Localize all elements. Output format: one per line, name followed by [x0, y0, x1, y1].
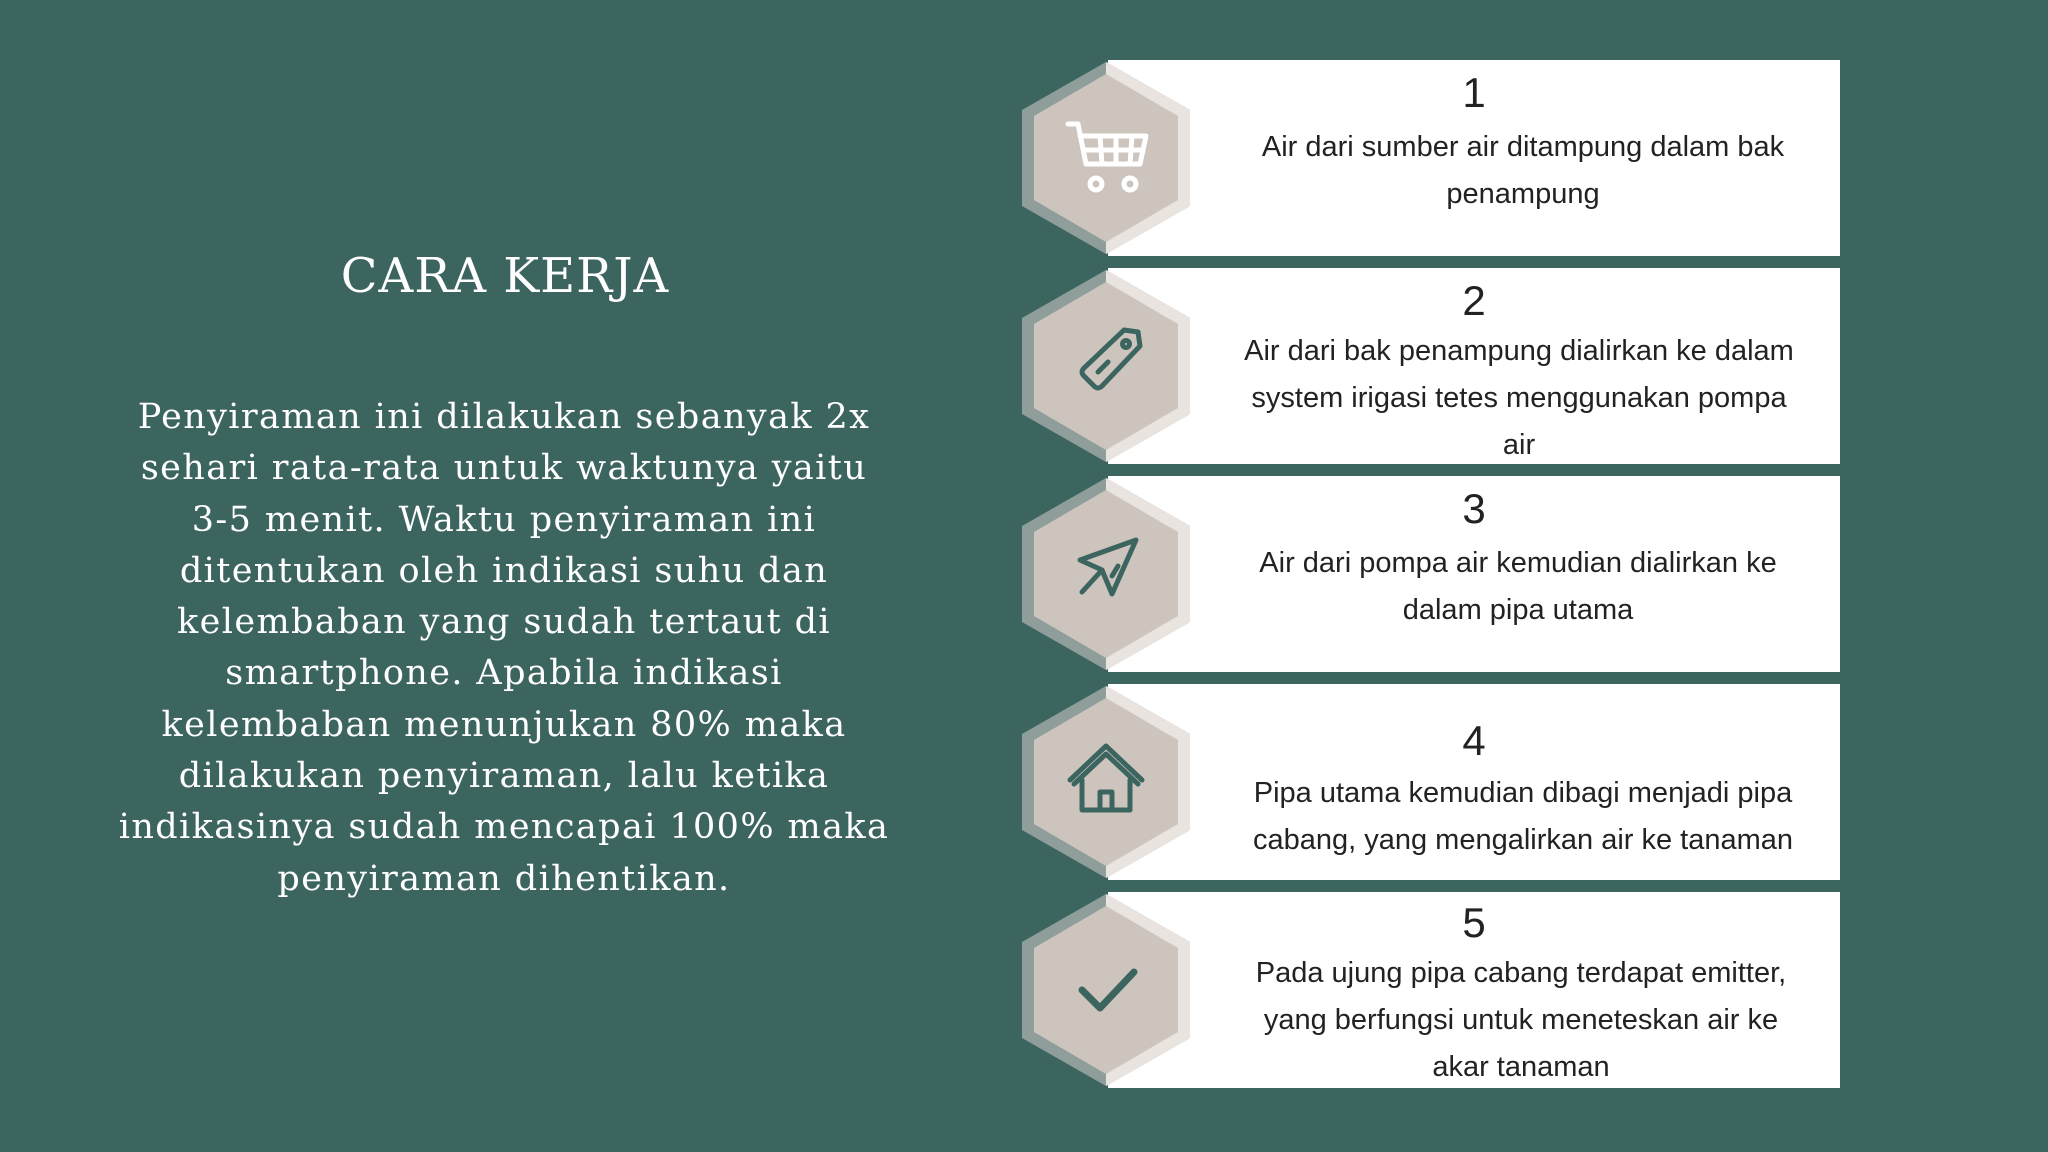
step-hexagon	[1020, 476, 1192, 672]
step-card	[1108, 60, 1840, 256]
step-5	[1020, 892, 1840, 1088]
step-number: 1	[1462, 69, 1486, 116]
step-2	[1020, 268, 1840, 464]
step-number: 2	[1462, 277, 1486, 324]
step-hexagon	[1020, 684, 1192, 880]
step-number: 4	[1462, 717, 1486, 764]
step-text: Air dari pompa air kemudian dialirkan ke dalam pipa utama	[1259, 547, 1777, 626]
step-4	[1020, 684, 1840, 880]
description-text: Penyiraman ini dilakukan sebanyak 2x sehari rata-rata untuk waktunya yaitu 3-5 menit. Waktu penyiraman ini ditentukan oleh indikasi suhu dan kelembaban yang sudah tertaut di smartphone. Apabila indikasi kelembaban menunjukan 80% maka dilakukan penyiraman, lalu ketika indikasinya sudah mencapai 100% maka penyiraman dihentikan.	[118, 397, 890, 899]
step-card	[1108, 476, 1840, 672]
step-1	[1020, 60, 1840, 256]
step-card	[1108, 268, 1840, 464]
step-3	[1020, 476, 1840, 672]
step-number: 5	[1462, 899, 1486, 946]
step-hexagon	[1020, 268, 1192, 464]
step-hexagon	[1020, 892, 1192, 1088]
step-text: Air dari sumber air ditampung dalam bak penampung	[1261, 131, 1785, 210]
step-text: Pada ujung pipa cabang terdapat emitter, yang berfungsi untuk meneteskan air ke akar tanaman	[1255, 957, 1787, 1083]
step-card	[1108, 892, 1840, 1088]
step-number: 3	[1462, 485, 1486, 532]
step-card	[1108, 684, 1840, 880]
step-hexagon	[1020, 60, 1192, 256]
step-text: Pipa utama kemudian dibagi menjadi pipa cabang, yang mengalirkan air ke tanaman	[1252, 777, 1794, 856]
page-title: CARA KERJA	[340, 248, 670, 304]
steps-list	[1020, 60, 1840, 1100]
step-text: Air dari bak penampung dialirkan ke dalam system irigasi tetes menggunakan pompa air	[1244, 335, 1794, 461]
